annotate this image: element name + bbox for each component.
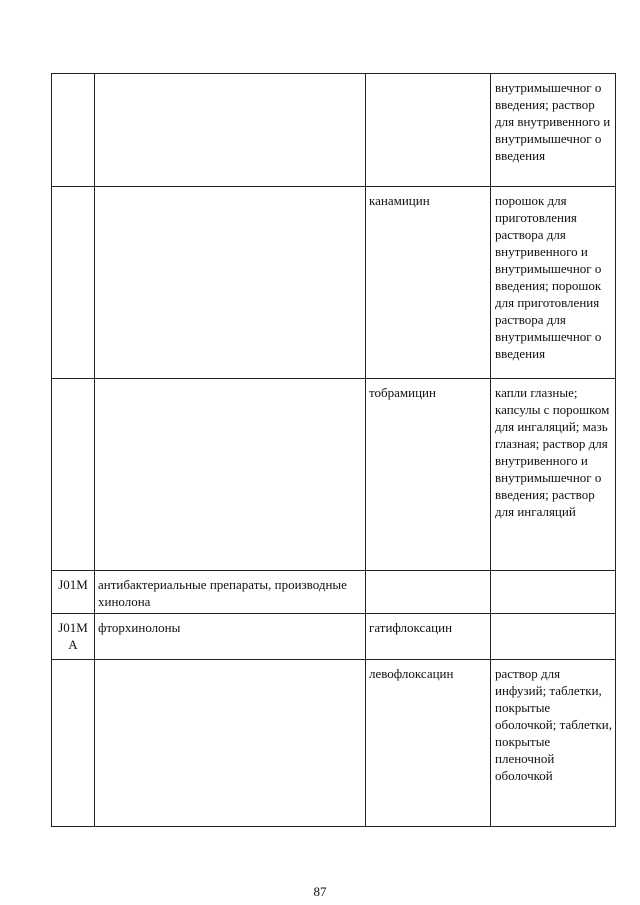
medication-table [51,73,616,827]
table-row [52,74,616,187]
pharmacological-group-cell [95,74,366,187]
atc-code-cell [52,74,95,187]
table-row [52,660,616,827]
drug-name-cell: канамицин [366,187,491,379]
table-row [52,187,616,379]
atc-code-cell [52,379,95,571]
pharmacological-group-cell [95,187,366,379]
atc-code-cell: J01M [52,571,95,614]
dosage-forms-cell: внутримышечног о введения; раствор для внутривенного и внутримышечног о введения [491,74,616,187]
table-row [52,614,616,660]
pharmacological-group-cell: фторхинолоны [95,614,366,660]
drug-name-cell [366,74,491,187]
dosage-forms-cell [491,614,616,660]
table-row [52,571,616,614]
table-row [52,379,616,571]
drug-name-cell [366,571,491,614]
atc-code-cell [52,187,95,379]
drug-name-cell: тобрамицин [366,379,491,571]
dosage-forms-cell: капли глазные; капсулы с порошком для ингаляций; мазь глазная; раствор для внутривенного и внутримышечног о введения; раствор для ингаляций [491,379,616,571]
pharmacological-group-cell [95,660,366,827]
pharmacological-group-cell: антибактериальные препараты, производные хинолона [95,571,366,614]
atc-code-cell: J01M A [52,614,95,660]
dosage-forms-cell: раствор для инфузий; таблетки, покрытые оболочкой; таблетки, покрытые пленочной оболочкой [491,660,616,827]
pharmacological-group-cell [95,379,366,571]
drug-name-cell: гатифлоксацин [366,614,491,660]
drug-name-cell: левофлоксацин [366,660,491,827]
atc-code-cell [52,660,95,827]
dosage-forms-cell: порошок для приготовления раствора для внутривенного и внутримышечног о введения; порошок для приготовления раствора для внутримышечног о введения [491,187,616,379]
dosage-forms-cell [491,571,616,614]
page-number: 87 [313,884,327,899]
